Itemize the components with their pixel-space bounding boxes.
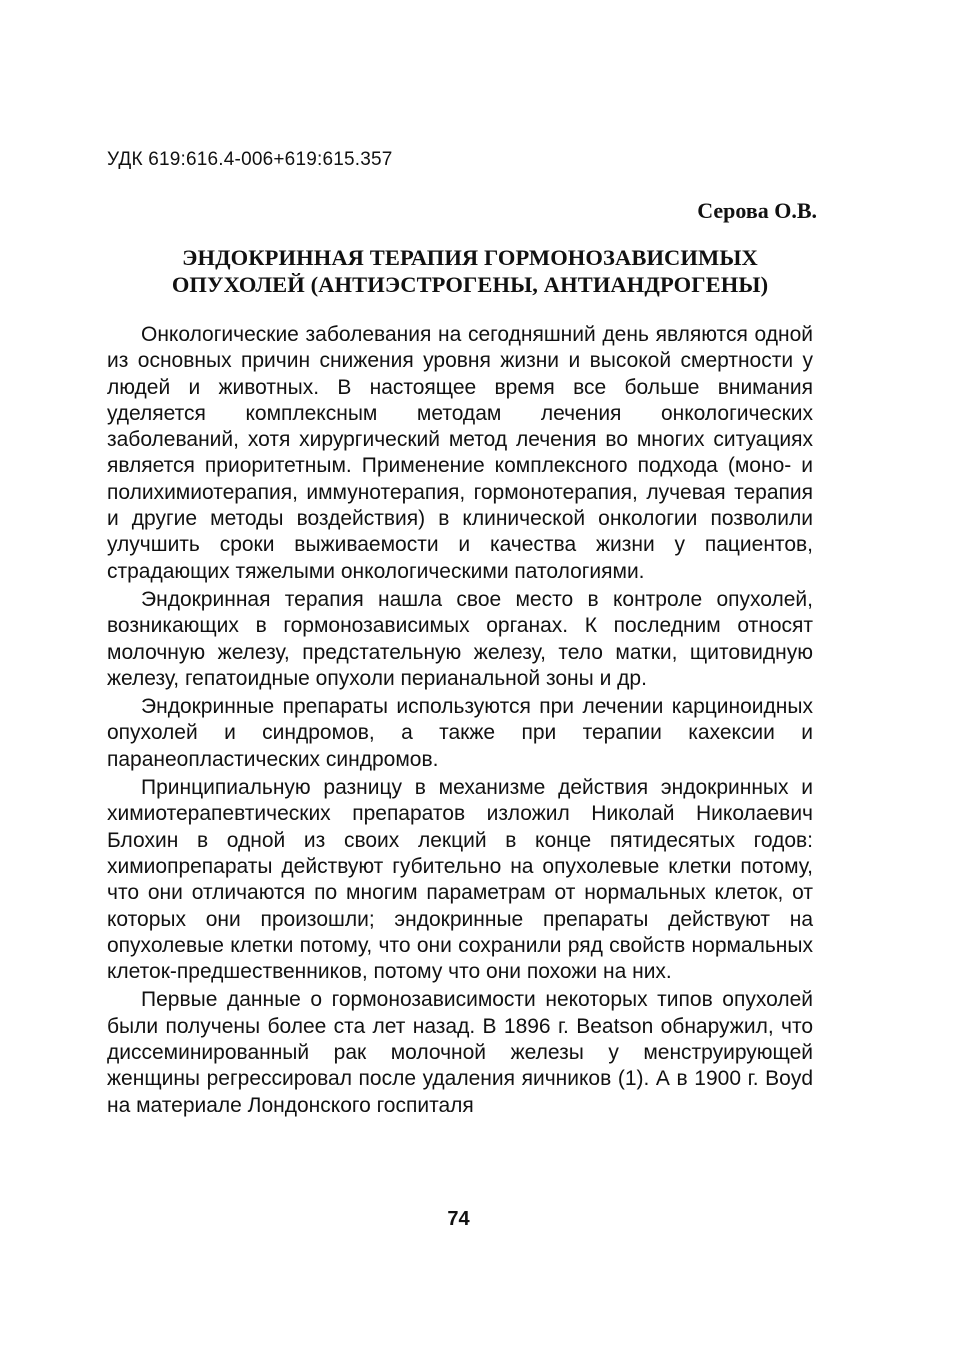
article-body — [107, 322, 813, 1121]
author-name: Серова О.В. — [697, 198, 817, 223]
udk-code: УДК 619:616.4-006+619:615.357 — [107, 149, 393, 170]
paragraph-3: Эндокринные препараты используются при лечении карциноидных опухолей и синдромов, а также при терапии кахексии и паранеопластических синдромов. — [107, 695, 813, 771]
paragraph-1: Онкологические заболевания на сегодняшний день являются одной из основных причин снижения уровня жизни и высокой смертности у людей и животных. В настоящее время все больше внимания уделяется комплексным методам лечения онкологических заболеваний, хотя хирургический метод лечения во многих ситуациях является приоритетным. Применение комплексного подхода (моно- и полихимиотерапия, иммунотерапия, гормонотерапия, лучевая терапия и другие методы воздействия) в клинической онкологии позволили улучшить сроки выживаемости и качества жизни у пациентов, страдающих тяжелыми онкологическими патологиями. — [107, 323, 813, 583]
article-title — [100, 244, 840, 298]
paragraph-2: Эндокринная терапия нашла свое место в контроле опухолей, возникающих в гормонозависимых органах. К последним относят молочную железу, предстательную железу, тело матки, щитовидную железу, гепатоидные опухоли перианальной зоны и др. — [107, 587, 813, 690]
page-number: 74 — [447, 1208, 470, 1230]
paragraph-5: Первые данные о гормонозависимости некоторых типов опухолей были получены более ста лет назад. В 1896 г. Beatson обнаружил, что диссеминированный рак молочной железы у менструирующей женщины регрессировал после удаления яичников (1). А в 1900 г. Boyd на материале Лондонского госпиталя — [107, 988, 813, 1117]
paragraph-4: Принципиальную разницу в механизме действия эндокринных и химиотерапевтических препаратов изложил Николай Николаевич Блохин в одной из своих лекций в конце пятидесятых годов: химиопрепараты действуют губительно на опухолевые клетки потому, что они отличаются по многим параметрам от нормальных клеток, от которых они произошли; эндокринные препараты действуют на опухолевые клетки потому, что они сохранили ряд свойств нормальных клеток-предшественников, потому что они похожи на них. — [107, 776, 813, 984]
title-line-2: ОПУХОЛЕЙ (АНТИЭСТРОГЕНЫ, АНТИАНДРОГЕНЫ) — [171, 272, 769, 297]
title-line-1: ЭНДОКРИННАЯ ТЕРАПИЯ ГОРМОНОЗАВИСИМЫХ — [182, 245, 758, 270]
